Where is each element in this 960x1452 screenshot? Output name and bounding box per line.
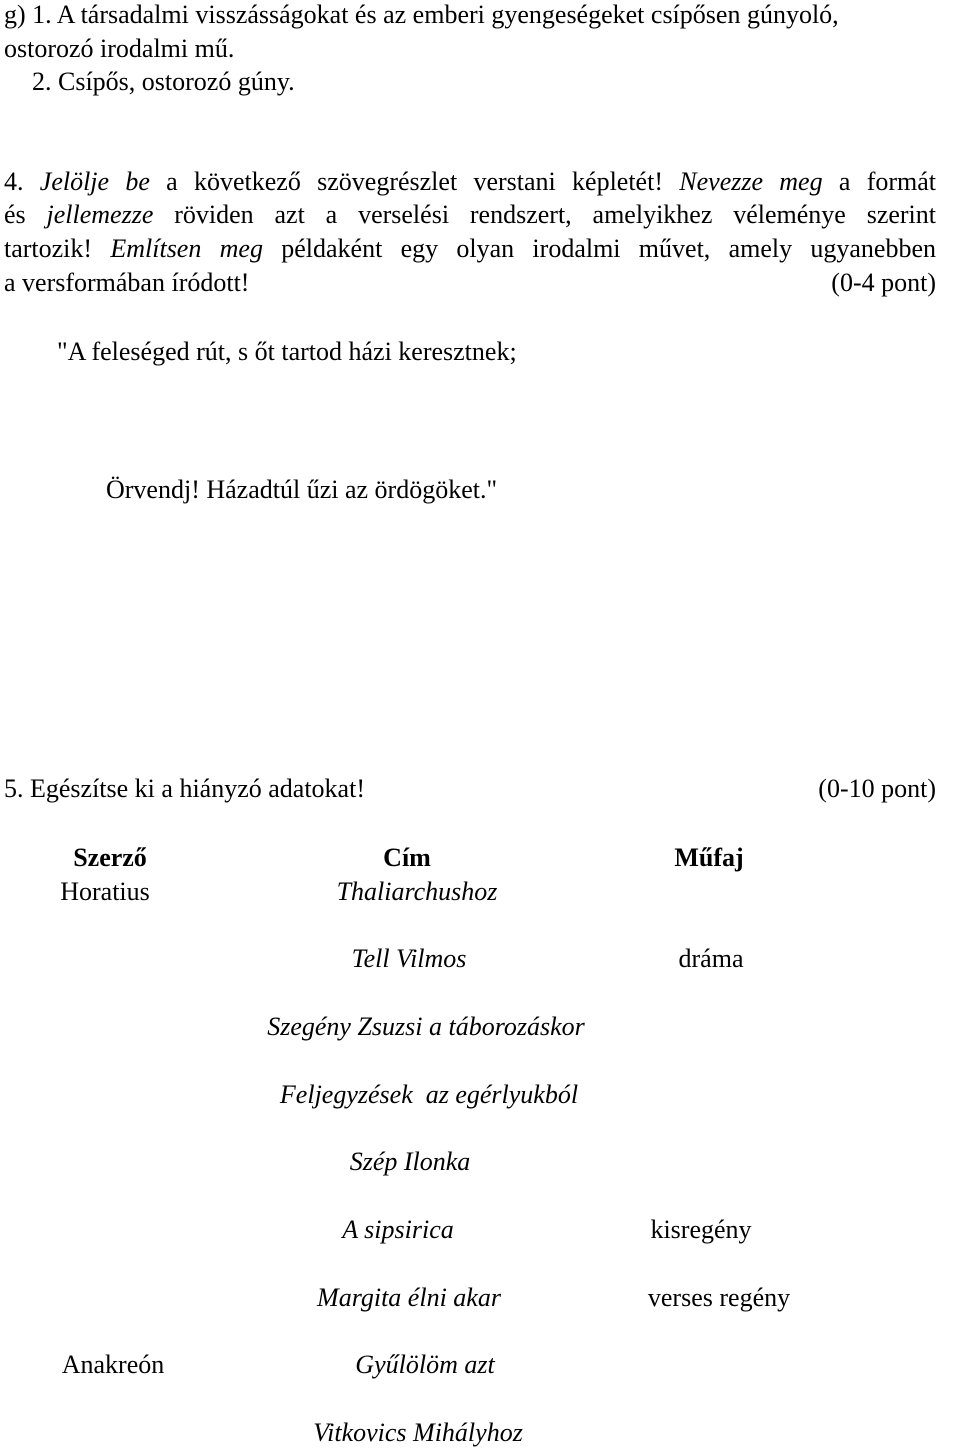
table-cell-title: Gyűlölöm azt	[355, 1350, 495, 1379]
table-cell-title: Vitkovics Mihályhoz	[313, 1418, 523, 1447]
definition-line-1: g) 1. A társadalmi visszásságokat és az emberi gyengeségeket csípősen gúnyoló,	[4, 0, 839, 29]
definition-line-3: 2. Csípős, ostorozó gúny.	[32, 67, 295, 96]
table-cell-genre: verses regény	[647, 1283, 791, 1312]
column-header-genre: Műfaj	[674, 843, 744, 872]
task4-instruction-line-3	[4, 234, 936, 264]
table-cell-title: Tell Vilmos	[351, 944, 467, 973]
task4-instruction-line-4: a versformában íródott!	[4, 268, 250, 297]
instruction-verb: Említsen meg	[110, 234, 263, 263]
table-cell-title: Szép Ilonka	[349, 1147, 471, 1176]
instruction-text: és	[4, 200, 47, 229]
verse-line-2: Örvendj! Házadtúl űzi az ördögöket."	[106, 475, 498, 504]
table-cell-author: Anakreón	[61, 1350, 165, 1379]
definition-line-2: ostorozó irodalmi mű.	[4, 34, 235, 63]
table-cell-genre: dráma	[678, 944, 744, 973]
task4-points: (0-4 pont)	[831, 268, 936, 297]
table-cell-title: Feljegyzések az egérlyukból	[279, 1080, 579, 1109]
task5-points: (0-10 pont)	[818, 774, 936, 803]
instruction-text: példaként egy olyan irodalmi művet, amely ugyanebben	[262, 234, 936, 263]
instruction-verb: Nevezze meg	[679, 167, 823, 196]
task5-title: 5. Egészítse ki a hiányzó adatokat!	[4, 774, 365, 803]
verse-line-1: "A feleséged rút, s őt tartod házi keresztnek;	[57, 337, 517, 366]
table-cell-title: Thaliarchushoz	[336, 877, 498, 906]
table-cell-author: Horatius	[60, 877, 150, 906]
table-cell-title: Margita élni akar	[317, 1283, 501, 1312]
task4-instruction-line-1	[4, 167, 936, 197]
instruction-text: röviden azt a verselési rendszert, amelyikhez véleménye szerint	[153, 200, 936, 229]
instruction-verb: jellemezze	[46, 200, 154, 229]
instruction-text: tartozik!	[4, 234, 111, 263]
table-cell-genre: kisregény	[650, 1215, 752, 1244]
instruction-text: a formát	[822, 167, 937, 196]
table-cell-title: A sipsirica	[342, 1215, 454, 1244]
task-number: 4.	[4, 167, 40, 196]
instruction-text: a következő szövegrészlet verstani képletét!	[149, 167, 680, 196]
column-header-title: Cím	[383, 843, 431, 872]
instruction-verb: Jelölje be	[39, 167, 150, 196]
table-cell-title: Szegény Zsuzsi a táborozáskor	[267, 1012, 585, 1041]
task4-instruction-line-2	[4, 200, 936, 230]
column-header-author: Szerző	[73, 843, 147, 872]
